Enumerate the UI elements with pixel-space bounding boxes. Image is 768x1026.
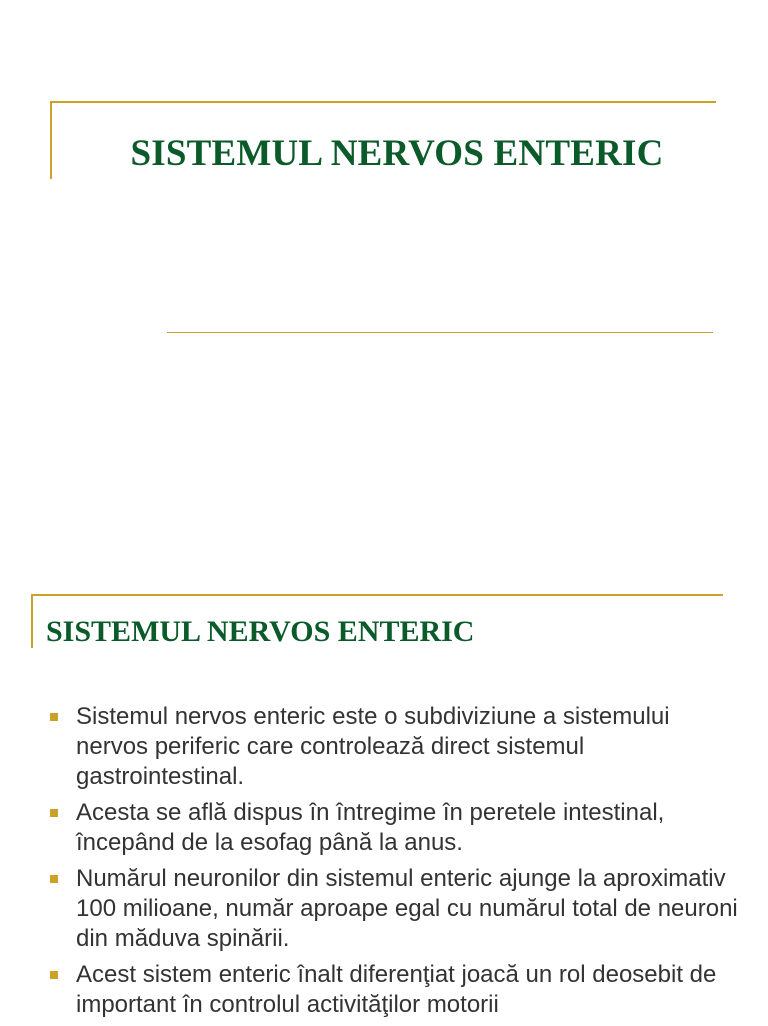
content-slide-title: SISTEMUL NERVOS ENTERIC	[46, 615, 475, 648]
content-frame-left-line	[31, 594, 33, 648]
square-bullet-icon	[50, 875, 58, 883]
bullet-text: Acest sistem enteric înalt diferenţiat joacă un rol deosebit de important în controlul activităţilor motorii	[76, 961, 717, 1018]
square-bullet-icon	[50, 809, 58, 817]
bullet-item	[48, 960, 738, 1020]
square-bullet-icon	[50, 971, 58, 979]
bullet-text: Acesta se află dispus în întregime în peretele intestinal, începând de la esofag până la anus.	[76, 799, 665, 856]
title-frame-top-line	[52, 101, 716, 103]
bullet-item	[48, 798, 738, 858]
slide-title: SISTEMUL NERVOS ENTERIC	[130, 133, 664, 174]
bullet-item	[48, 702, 738, 792]
content-frame-top-line	[33, 594, 723, 596]
subtitle-divider	[167, 332, 713, 333]
bullet-item	[48, 864, 738, 954]
bullet-text: Numărul neuronilor din sistemul enteric ajunge la aproximativ 100 milioane, număr aproape egal cu numărul total de neuroni din măduva spinării.	[76, 865, 738, 952]
square-bullet-icon	[50, 713, 58, 721]
bullet-text: Sistemul nervos enteric este o subdiviziune a sistemului nervos periferic care controlează direct sistemul gastrointestinal.	[76, 703, 670, 790]
bullet-list	[48, 702, 738, 1026]
content-slide	[0, 560, 768, 1024]
